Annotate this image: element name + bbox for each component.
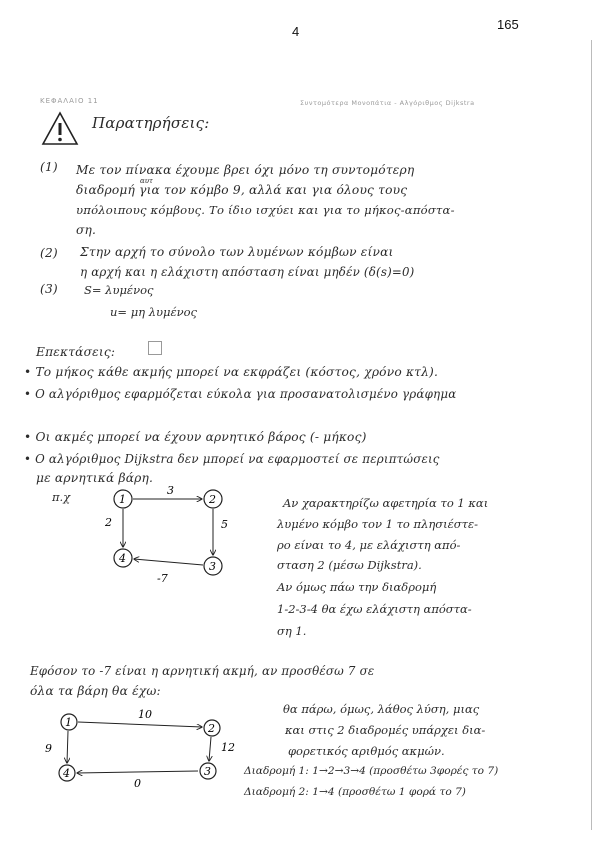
second-text-line-1: θα πάρω, όμως, λάθος λύση, μιας xyxy=(283,702,480,716)
graph-1-node-4-label: 4 xyxy=(119,552,126,565)
bullet-3-text: Οι ακμές μπορεί να έχουν αρνητικό βάρος (- μήκος) xyxy=(35,430,367,444)
graph-2-node-1-label: 1 xyxy=(65,716,72,729)
note-1-line-2: διαδρομή για τον κόμβο 9, αλλά και για όλους τους xyxy=(76,183,408,197)
example-line-4: σταση 2 (μέσω Dijkstra). xyxy=(277,558,422,572)
graph-1-node-1-label: 1 xyxy=(119,493,126,506)
graph-2-weight-3-4: 0 xyxy=(134,777,141,790)
second-line-2: όλα τα βάρη θα έχω: xyxy=(30,684,161,698)
note-2-line-1: Στην αρχή το σύνολο των λυμένων κόμβων είναι xyxy=(80,245,394,259)
graph-2-weight-1-4: 9 xyxy=(45,742,52,755)
graph-1-weight-1-2: 3 xyxy=(167,484,174,497)
second-text-line-2: και στις 2 διαδρομές υπάρχει δια- xyxy=(285,723,486,737)
graph-2-weight-2-3: 12 xyxy=(221,741,235,754)
second-text-line-3: φορετικός αριθμός ακμών. xyxy=(288,744,445,758)
note-3-line-1: S= λυμένος xyxy=(84,283,154,297)
bullet-4-text: Ο αλγόριθμος Dijkstra δεν μπορεί να εφαρμοστεί σε περιπτώσεις xyxy=(35,452,440,466)
example-label: π.χ xyxy=(52,490,71,504)
note-1-superscript: αυτ xyxy=(140,177,153,185)
example-line-2: λυμένο κόμβο τον 1 το πλησιέστε- xyxy=(277,517,479,531)
bullet-1-text: Το μήκος κάθε ακμής μπορεί να εκφράζει (κόστος, χρόνο κτλ). xyxy=(35,365,439,379)
bullet-2: • Ο αλγόριθμος εφαρμόζεται εύκολα για προσανατολισμένο γράφημα xyxy=(24,387,457,401)
note-1-line-1: Με τον πίνακα έχουμε βρει όχι μόνο τη συντομότερη xyxy=(76,163,415,177)
second-text-line-5: Διαδρομή 2: 1→4 (προσθέτω 1 φορά το 7) xyxy=(244,786,466,798)
page-edge-line xyxy=(591,40,592,830)
example-line-6: 1-2-3-4 θα έχω ελάχιστη απόστα- xyxy=(277,602,472,616)
bullet-2-text: Ο αλγόριθμος εφαρμόζεται εύκολα για προσανατολισμένο γράφημα xyxy=(35,387,457,401)
note-3-line-2: u= μη λυμένος xyxy=(110,305,197,319)
graph-2-node-3-label: 3 xyxy=(204,765,211,778)
bullet-1: • Το μήκος κάθε ακμής μπορεί να εκφράζει (κόστος, χρόνο κτλ). xyxy=(24,365,439,379)
example-line-7: ση 1. xyxy=(277,624,307,638)
bullet-4-continuation: με αρνητικά βάρη. xyxy=(36,471,154,485)
second-text-line-4: Διαδρομή 1: 1→2→3→4 (προσθέτω 3φορές το 7) xyxy=(244,765,499,777)
graph-2-node-2-label: 2 xyxy=(208,722,215,735)
graph-1-node-3-label: 3 xyxy=(209,560,216,573)
graph-2-edge-2-3 xyxy=(209,737,211,761)
note-1-line-3: υπόλοιπους κόμβους. Το ίδιο ισχύει και για το μήκος-απόστα- xyxy=(76,203,455,217)
warning-icon xyxy=(40,110,80,148)
graph-2-weight-1-2: 10 xyxy=(138,708,152,721)
page-number-right: 165 xyxy=(497,17,519,32)
graph-2-edge-1-4 xyxy=(67,731,68,763)
example-line-3: ρο είναι το 4, με ελάχιστη από- xyxy=(277,538,461,552)
graph-2 xyxy=(40,705,245,790)
note-2-line-2: η αρχή και η ελάχιστη απόσταση είναι μηδέν (δ(s)=0) xyxy=(80,265,415,279)
note-1-line-4: ση. xyxy=(76,223,97,237)
note-1-marker: (1) xyxy=(40,160,58,174)
running-header-right: Συντομότερα Μονοπάτια - Αλγόριθμος Dijkstra xyxy=(300,99,475,107)
bullet-4: • Ο αλγόριθμος Dijkstra δεν μπορεί να εφαρμοστεί σε περιπτώσεις xyxy=(24,452,440,466)
example-line-5: Αν όμως πάω την διαδρομή xyxy=(277,580,437,594)
graph-2-edge-3-4 xyxy=(77,771,198,773)
graph-1-edge-3-4 xyxy=(134,559,203,565)
note-2-marker: (2) xyxy=(40,246,58,260)
graph-2-node-4-label: 4 xyxy=(63,767,70,780)
running-header-left: ΚΕΦΑΛΑΙΟ 11 xyxy=(40,97,99,105)
note-3-marker: (3) xyxy=(40,282,58,296)
second-line-1: Εφόσον το -7 είναι η αρνητική ακμή, αν προσθέσω 7 σε xyxy=(30,664,375,678)
graph-1-weight-2-3: 5 xyxy=(221,518,228,531)
section-title: Παρατηρήσεις: xyxy=(92,114,210,132)
page-number-center: 4 xyxy=(292,24,300,39)
graph-1 xyxy=(95,480,245,590)
graph-1-weight-1-4: 2 xyxy=(105,516,112,529)
bullet-3: • Οι ακμές μπορεί να έχουν αρνητικό βάρος (- μήκος) xyxy=(24,430,367,444)
graph-1-weight-3-4: -7 xyxy=(157,572,168,585)
extensions-heading: Επεκτάσεις: xyxy=(36,345,116,359)
graph-1-node-2-label: 2 xyxy=(209,493,216,506)
example-line-1: Αν χαρακτηρίζω αφετηρία το 1 και xyxy=(283,496,489,510)
checkbox-drawing xyxy=(148,341,162,355)
graph-2-edge-1-2 xyxy=(78,722,202,727)
